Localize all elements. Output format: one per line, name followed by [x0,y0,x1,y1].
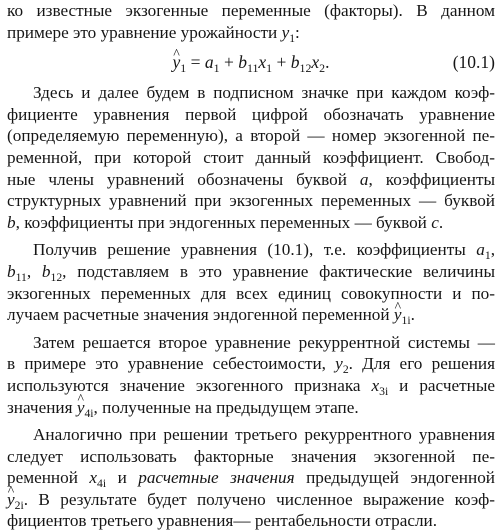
text-line: экзогенных переменных для всех единиц совокупности и по- [7,283,495,303]
text-line: используются значение экзогенного признака $x_{3i}$ и расчетные [7,375,495,398]
text-line: ременной $x_{4i}$ и расчетные значения предыдущей эндогенной [7,468,495,491]
equation-10-1 [7,46,495,80]
text-line: ременной, при которой стоит данный коэффициент. Свобод- [7,147,495,167]
text-line: b, коэффициенты при эндогенных переменных — буквой c. [7,212,444,232]
text-line: ко известные экзогенные переменные (факторы). В данном [7,1,495,20]
equation-body: ^ $y_1 = a_1 + b_{11}x_1 + b_{12}x_2$. [7,52,495,74]
text-line: Аналогично при решении третьего рекуррентного уравнения [33,425,495,445]
text-line: лучаем расчетные значения эндогенной переменной ^ $y_{1i}$. [7,304,495,326]
text-line: фициенте уравнения первой цифрой обозначать уравнение [7,104,495,124]
text-line: $b_{11}$, $b_{12}$, подставляем в это уравнение фактические величины [7,261,495,285]
text-line: Здесь и далее будем в подписном значке при каждом коэф- [33,83,495,103]
text-line: следует использовать факторные значения экзогенной пе- [7,446,495,466]
text-line: ^ $y_{2i}$. В результате будет получено численное выражение коэф- [7,489,495,511]
text-line: структурных уравнений при экзогенных переменных — буквой [7,191,495,211]
text-line: Затем решается второе уравнение рекуррентной системы — [33,332,495,352]
text-line: (определяемую переменную), а второй — номер экзогенной пе- [7,126,495,146]
text-line: Получив решение уравнения (10.1), т.е. коэффициенты $a_1$, [33,240,495,263]
text-line: значения ^ $y_{4i}$, полученные на предыдущем этапе. [7,397,495,419]
text-line: фициентов третьего уравнения— рентабельности отрасли. [7,511,438,531]
text-line: в примере это уравнение себестоимости, $y_2$. Для его решения [7,354,495,377]
text-line: ные члены уравнений обозначены буквой a, коэффициенты [7,169,495,189]
text-line: примере это уравнение урожайности $y_1$: [7,22,300,45]
equation-number: (10.1) [452,52,495,73]
